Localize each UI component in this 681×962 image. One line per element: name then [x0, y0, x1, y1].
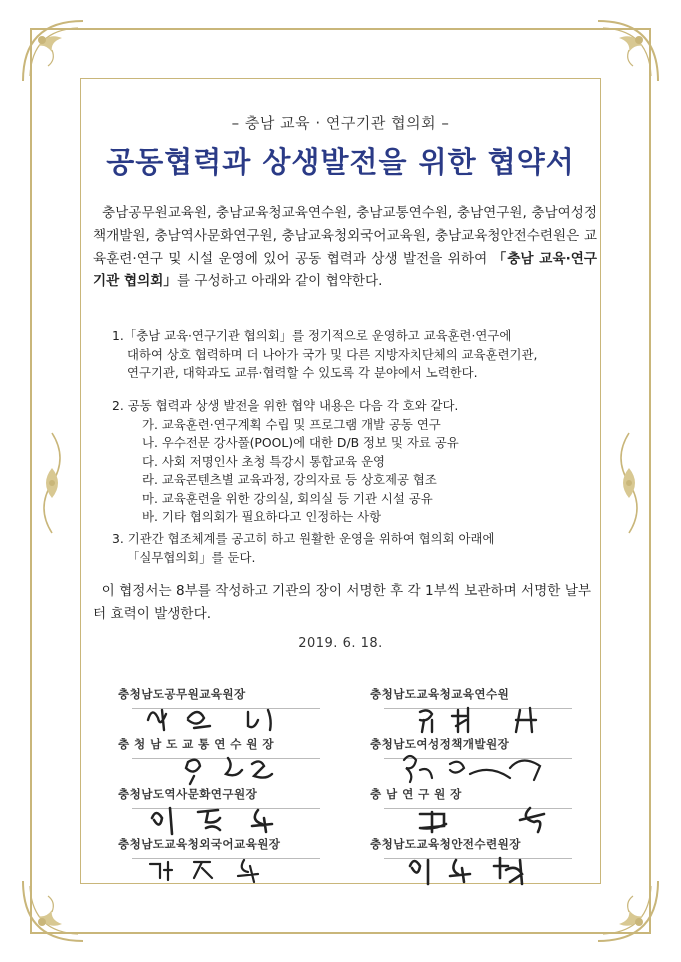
item-line: 공동 협력과 상생 발전을 위한 협약 내용은 다음 각 호와 같다. [127, 398, 459, 413]
handwritten-signature [380, 790, 580, 838]
signature-block [370, 836, 580, 888]
signature-block [118, 786, 328, 838]
item-line: 대하여 상호 협력하며 더 나아가 국가 및 다른 지방자치단체의 교육훈련기관, [127, 346, 538, 362]
item-number: 3. [112, 531, 124, 546]
handwritten-signature [128, 790, 328, 838]
agreement-item-2 [112, 397, 592, 527]
intro-text-before: 충남공무원교육원, 충남교육청교육연수원, 충남교통연수원, 충남연구원, 충남여성정책개발원, 충남역사문화연구원, 충남교육청외국어교육원, 충남교육청안전수련원은 교육훈련·연구 및 시설 운영에 있어 공동 협력과 상생 발전을 위하여 [93, 205, 597, 267]
signature-block [370, 686, 580, 738]
sub-item: 바. 기타 협의회가 필요하다고 인정하는 사항 [142, 509, 382, 524]
handwritten-signature [128, 690, 328, 738]
item-line: 「충남 교육·연구기관 협의회」를 정기적으로 운영하고 교육훈련·연구에 [123, 328, 512, 343]
signatory-title: 충청남도교육청안전수련원장 [370, 837, 521, 851]
intro-paragraph [93, 202, 597, 293]
sub-item: 다. 사회 저명인사 초청 특강시 통합교육 운영 [142, 453, 386, 469]
signatory-title: 충청남도교육청외국어교육원장 [118, 837, 281, 851]
signatory-title: 충청남도역사문화연구원장 [118, 787, 258, 801]
sub-item: 나. 우수전문 강사풀(POOL)에 대한 D/B 정보 및 자료 공유 [142, 435, 459, 450]
signature-block [370, 736, 580, 788]
signature-block [118, 686, 328, 738]
document-subtitle: – 충남 교육 · 연구기관 협의회 – [231, 114, 450, 132]
handwritten-signature [128, 740, 328, 788]
handwritten-signature [380, 840, 580, 888]
closing-text: 이 협정서는 8부를 작성하고 기관의 장이 서명한 후 각 1부씩 보관하며 서명한 날부터 효력이 발생한다. [93, 583, 592, 622]
handwritten-signature [128, 840, 328, 888]
signing-date: 2019. 6. 18. [298, 636, 383, 651]
sub-item: 가. 교육훈련·연구계획 수립 및 프로그램 개발 공동 연구 [142, 416, 441, 432]
handwritten-signature [380, 690, 580, 738]
signature-block [118, 736, 328, 788]
agreement-item-1 [112, 327, 592, 383]
side-ornament-right [609, 428, 649, 538]
sub-item: 마. 교육훈련을 위한 강의실, 회의실 등 기관 시설 공유 [142, 490, 433, 506]
signatory-title: 충청남도공무원교육원장 [118, 687, 246, 701]
corner-ornament-top-right [593, 16, 663, 86]
signature-block [370, 786, 580, 838]
item-number: 2. [112, 398, 124, 413]
document-title: 공동협력과 상생발전을 위한 협약서 [106, 145, 575, 179]
signatory-title: 충청남도교육청교육연수원 [370, 687, 510, 701]
signature-block [118, 836, 328, 888]
sub-item: 라. 교육콘텐츠별 교육과정, 강의자료 등 상호제공 협조 [142, 472, 437, 487]
item-number: 1. [112, 328, 124, 343]
intro-highlight: 「충남 교육·연구기관 협의회」 [93, 250, 598, 290]
item-line: 연구기관, 대학과도 교류·협력할 수 있도록 각 분야에서 노력한다. [127, 365, 478, 380]
signatory-title: 충 남 연 구 원 장 [370, 787, 462, 801]
item-line: 「실무협의회」를 둔다. [127, 549, 256, 565]
corner-ornament-top-left [18, 16, 88, 86]
intro-text-after: 를 구성하고 아래와 같이 협약한다. [176, 273, 383, 290]
corner-ornament-bottom-left [18, 876, 88, 946]
closing-paragraph [93, 580, 597, 625]
signatory-title: 충청남도여성정책개발원장 [370, 737, 510, 751]
side-ornament-left [32, 428, 72, 538]
corner-ornament-bottom-right [593, 876, 663, 946]
signatory-title: 충 청 남 도 교 통 연 수 원 장 [118, 737, 274, 751]
sub-item-list [112, 416, 592, 527]
agreement-item-3 [112, 530, 592, 567]
handwritten-signature [380, 740, 580, 788]
item-line: 기관간 협조체계를 공고히 하고 원활한 운영을 위하여 협의회 아래에 [127, 531, 495, 546]
